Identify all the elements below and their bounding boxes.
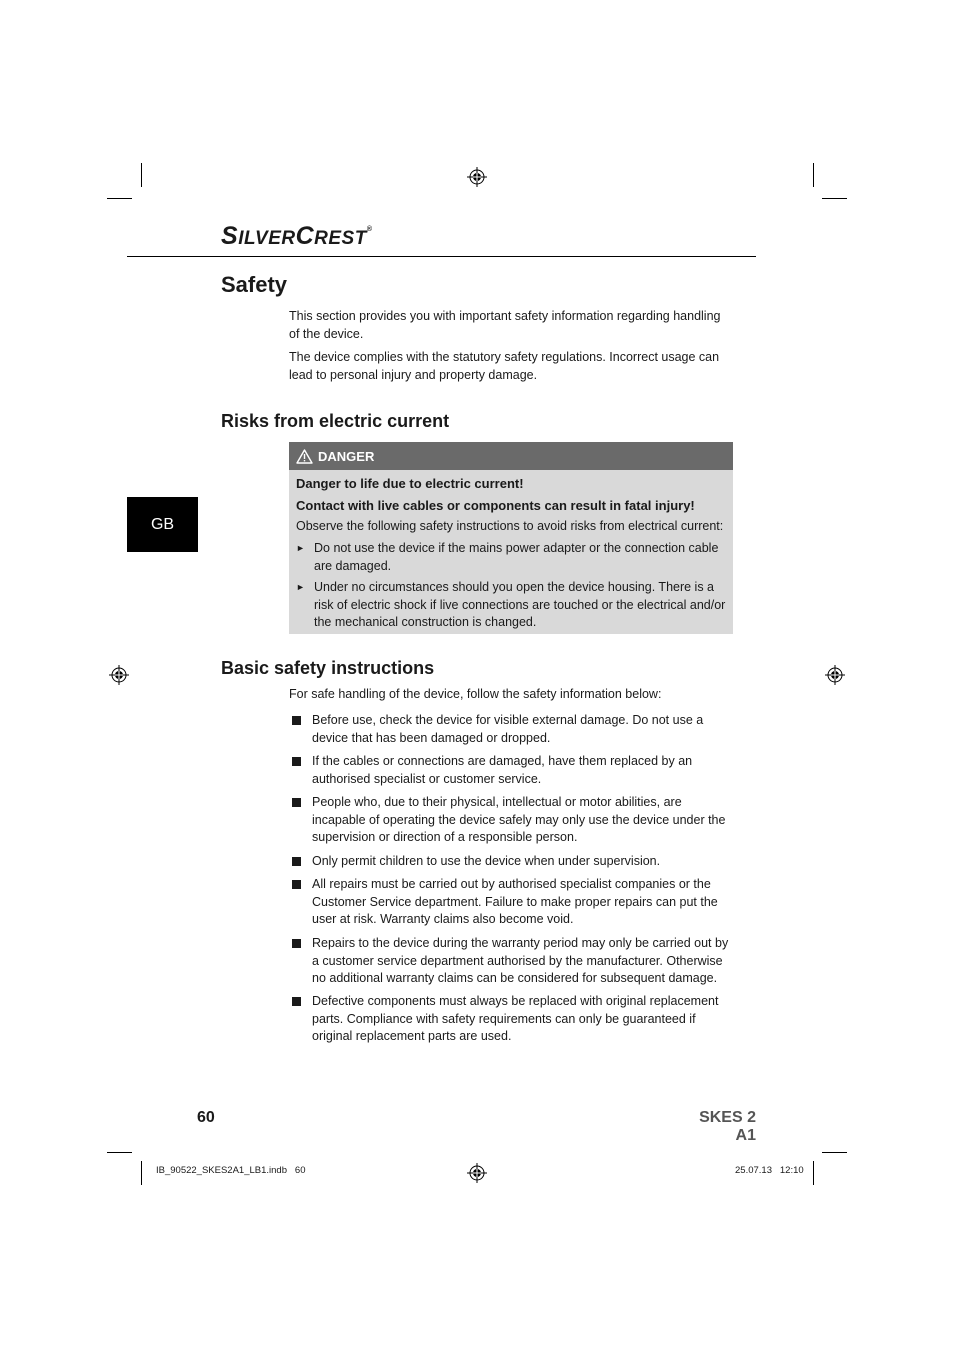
square-bullet-icon [292,997,301,1006]
square-bullet-icon [292,798,301,807]
safety-intro-1: This section provides you with important safety information regarding handling of the device. [289,309,721,341]
model-number: SKES 2 A1 [699,1109,756,1144]
page-title: Safety [221,272,288,297]
square-bullet-icon [292,716,301,725]
print-slug-file: IB_90522_SKES2A1_LB1.indb 60 [156,1165,306,1176]
section-title-basic: Basic safety instructions [221,658,435,678]
square-bullet-icon [292,939,301,948]
danger-label: DANGER [318,448,375,464]
danger-headline-1: Danger to life due to electric current! [296,476,524,491]
registration-target-icon [467,167,487,187]
crop-mark [141,1161,142,1185]
crop-mark [822,198,847,199]
crop-mark [107,1152,132,1153]
crop-mark [813,1161,814,1185]
registration-target-icon [467,1163,487,1183]
brand-logo: SILVERCREST® [221,222,373,250]
safety-intro-2: The device complies with the statutory safety regulations. Incorrect usage can lead to personal injury and property damage. [289,350,720,382]
arrow-right-bullet-icon: ► [296,543,305,553]
page-number: 60 [197,1109,215,1126]
basic-lead: For safe handling of the device, follow the safety information below: [289,687,662,701]
registration-target-icon [109,665,129,685]
square-bullet-icon [292,857,301,866]
danger-headline-2: Contact with live cables or components can result in fatal injury! [296,498,695,513]
crop-mark [822,1152,847,1153]
language-tab [127,497,198,552]
danger-header [289,442,733,470]
danger-lead: Observe the following safety instructions to avoid risks from electrical current: [296,519,724,533]
header-divider [127,256,756,257]
arrow-right-bullet-icon: ► [296,582,305,592]
crop-mark [141,163,142,187]
crop-mark [107,198,132,199]
print-slug-date: 25.07.13 12:10 [735,1165,804,1176]
language-tab-label: GB [150,515,175,533]
registration-target-icon [825,665,845,685]
square-bullet-icon [292,757,301,766]
square-bullet-icon [292,880,301,889]
warning-triangle-icon [296,449,313,464]
crop-mark [813,163,814,187]
section-title-electric: Risks from electric current [221,411,450,431]
